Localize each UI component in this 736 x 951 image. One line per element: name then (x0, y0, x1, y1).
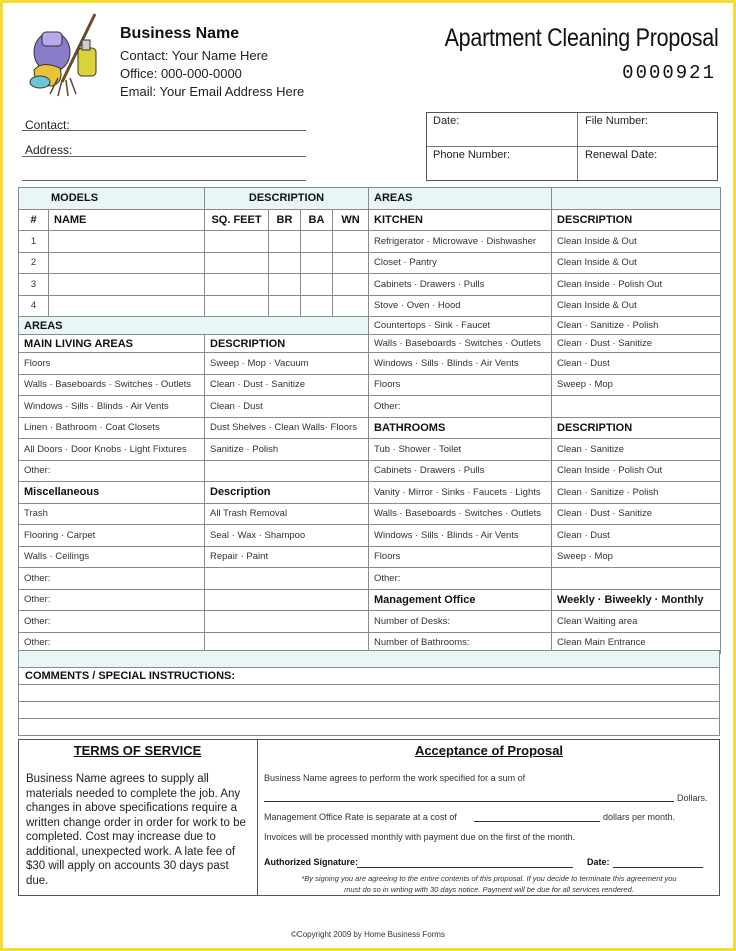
comments-header: COMMENTS / SPECIAL INSTRUCTIONS: (19, 668, 720, 685)
kitchen-desc: Clean Inside & Out (552, 252, 721, 274)
misc-other-desc[interactable] (205, 568, 369, 590)
model-row-num: 4 (19, 295, 49, 317)
col-br: BR (269, 209, 301, 231)
contact-line: Contact: Your Name Here (120, 48, 269, 63)
areas-blank (552, 188, 721, 210)
model-ba-cell[interactable] (301, 231, 333, 253)
model-wn-cell[interactable] (333, 274, 369, 296)
bathroom-area: Windows · Sills · Blinds · Air Vents (369, 525, 552, 547)
acceptance-title: Acceptance of Proposal (414, 743, 564, 758)
office-item[interactable]: Number of Desks: (369, 611, 552, 633)
copyright: ©Copyright 2009 by Home Business Forms (291, 930, 445, 939)
living-desc-header: DESCRIPTION (205, 335, 369, 353)
proposal-number: 0000921 (622, 62, 716, 84)
office-desc: Clean Waiting area (552, 611, 721, 633)
misc-other[interactable]: Other: (19, 632, 205, 654)
date-field[interactable]: Date: (433, 115, 460, 127)
misc-other-desc[interactable] (205, 589, 369, 611)
rate-prefix: Management Office Rate is separate at a cost of (264, 812, 457, 822)
model-row-num: 2 (19, 252, 49, 274)
model-br-cell[interactable] (269, 231, 301, 253)
living-other-desc[interactable] (205, 460, 369, 482)
col-wn: WN (333, 209, 369, 231)
living-area: Walls · Baseboards · Switches · Outlets (19, 374, 205, 396)
model-ba-cell[interactable] (301, 252, 333, 274)
file-number-field[interactable]: File Number: (585, 115, 648, 127)
models-header: MODELS (19, 188, 205, 210)
model-sqft-cell[interactable] (205, 252, 269, 274)
living-area: Windows · Sills · Blinds · Air Vents (19, 396, 205, 418)
bathrooms-header: BATHROOMS (369, 417, 552, 439)
kitchen-desc: Clean · Dust · Sanitize (552, 335, 721, 353)
address-field-line2[interactable] (22, 180, 306, 181)
kitchen-desc: Clean Inside & Out (552, 231, 721, 253)
signature-label: Authorized Signature: (264, 857, 358, 867)
model-wn-cell[interactable] (333, 231, 369, 253)
signature-field[interactable] (357, 867, 573, 868)
model-sqft-cell[interactable] (205, 231, 269, 253)
living-other[interactable]: Other: (19, 460, 205, 482)
misc-other-desc[interactable] (205, 611, 369, 633)
rate-field[interactable] (474, 821, 600, 822)
kitchen-area: Closet · Pantry (369, 252, 552, 274)
comments-line[interactable] (19, 685, 720, 702)
col-name: NAME (49, 209, 205, 231)
address-field[interactable] (22, 156, 306, 157)
comments-line[interactable] (19, 702, 720, 719)
contact-field[interactable] (22, 130, 306, 131)
col-ba: BA (301, 209, 333, 231)
business-name: Business Name (120, 25, 240, 42)
bathroom-area: Walls · Baseboards · Switches · Outlets (369, 503, 552, 525)
services-table (18, 187, 721, 654)
misc-desc: Seal · Wax · Shampoo (205, 525, 369, 547)
bathroom-desc: Clean · Sanitize · Polish (552, 482, 721, 504)
contact-label: Contact: (25, 118, 70, 132)
management-office-header: Management Office (369, 589, 552, 611)
cleaning-supplies-icon (22, 12, 104, 98)
bathroom-other-desc[interactable] (552, 568, 721, 590)
model-sqft-cell[interactable] (205, 274, 269, 296)
model-wn-cell[interactable] (333, 295, 369, 317)
kitchen-desc: Clean Inside & Out (552, 295, 721, 317)
living-desc: Dust Shelves · Clean Walls· Floors (205, 417, 369, 439)
office-item[interactable]: Number of Bathrooms: (369, 632, 552, 654)
living-area: Floors (19, 353, 205, 375)
kitchen-desc: Clean · Dust (552, 353, 721, 375)
living-desc: Clean · Dust (205, 396, 369, 418)
kitchen-desc: Clean Inside · Polish Out (552, 274, 721, 296)
kitchen-area: Cabinets · Drawers · Pulls (369, 274, 552, 296)
comments-table (18, 650, 720, 736)
email-line: Email: Your Email Address Here (120, 84, 305, 99)
misc-area: Flooring · Carpet (19, 525, 205, 547)
living-areas-header: AREAS (19, 317, 369, 335)
kitchen-area: Walls · Baseboards · Switches · Outlets (369, 335, 552, 353)
misc-other[interactable]: Other: (19, 568, 205, 590)
bathrooms-desc-header: DESCRIPTION (552, 417, 721, 439)
kitchen-other[interactable]: Other: (369, 396, 552, 418)
kitchen-area: Countertops · Sink · Faucet (369, 317, 552, 335)
living-area: Linen · Bathroom · Coat Closets (19, 417, 205, 439)
misc-area: Walls · Ceilings (19, 546, 205, 568)
misc-area: Trash (19, 503, 205, 525)
living-desc: Sanitize · Polish (205, 439, 369, 461)
living-desc: Sweep · Mop · Vacuum (205, 353, 369, 375)
col-num: # (19, 209, 49, 231)
bathroom-desc: Sweep · Mop (552, 546, 721, 568)
bathroom-area: Cabinets · Drawers · Pulls (369, 460, 552, 482)
misc-desc: All Trash Removal (205, 503, 369, 525)
model-name-cell[interactable] (49, 274, 205, 296)
misc-other[interactable]: Other: (19, 589, 205, 611)
sum-field[interactable] (264, 801, 674, 802)
living-desc: Clean · Dust · Sanitize (205, 374, 369, 396)
kitchen-area: Stove · Oven · Hood (369, 295, 552, 317)
model-name-cell[interactable] (49, 252, 205, 274)
bathroom-desc: Clean Inside · Polish Out (552, 460, 721, 482)
misc-desc: Repair · Paint (205, 546, 369, 568)
rate-suffix: dollars per month. (603, 812, 676, 822)
bathroom-desc: Clean · Dust · Sanitize (552, 503, 721, 525)
dollars-label: Dollars. (677, 793, 708, 803)
bathroom-desc: Clean · Dust (552, 525, 721, 547)
bathroom-area: Tub · Shower · Toilet (369, 439, 552, 461)
areas-header: AREAS (369, 188, 552, 210)
model-br-cell[interactable] (269, 252, 301, 274)
signature-date-field[interactable] (613, 867, 703, 868)
kitchen-area: Floors (369, 374, 552, 396)
acceptance-sum-text: Business Name agrees to perform the work specified for a sum of (264, 773, 526, 783)
misc-desc-header: Description (205, 482, 369, 504)
living-area: All Doors · Door Knobs · Light Fixtures (19, 439, 205, 461)
kitchen-area: Refrigerator · Microwave · Dishwasher (369, 231, 552, 253)
model-br-cell[interactable] (269, 274, 301, 296)
comments-teal-bar (19, 651, 720, 668)
misc-header: Miscellaneous (19, 482, 205, 504)
office-desc: Clean Main Entrance (552, 632, 721, 654)
terms-body: Business Name agrees to supply all materials needed to complete the job. Any changes in above specifications require a written change order in order for work to be completed. Cost may increase due to additional, unexpected work. A late fee of $30 will apply on accounts 30 days past due. (26, 773, 246, 887)
kitchen-desc: Clean · Sanitize · Polish (552, 317, 721, 335)
description-header: DESCRIPTION (205, 188, 369, 210)
model-row-num: 1 (19, 231, 49, 253)
comments-line[interactable] (19, 719, 720, 736)
address-label: Address: (25, 143, 73, 157)
renewal-date-field[interactable]: Renewal Date: (585, 149, 658, 161)
model-ba-cell[interactable] (301, 274, 333, 296)
kitchen-desc-header: DESCRIPTION (552, 209, 721, 231)
phone-number-field[interactable]: Phone Number: (433, 149, 511, 161)
model-name-cell[interactable] (49, 231, 205, 253)
kitchen-other-desc[interactable] (552, 396, 721, 418)
office-line: Office: 000-000-0000 (120, 66, 242, 81)
col-sqft: SQ. FEET (205, 209, 269, 231)
model-wn-cell[interactable] (333, 252, 369, 274)
bathroom-desc: Clean · Sanitize (552, 439, 721, 461)
misc-other[interactable]: Other: (19, 611, 205, 633)
signature-date-label: Date: (587, 857, 610, 867)
frequency-header: Weekly · Biweekly · Monthly (552, 589, 721, 611)
bathroom-area: Vanity · Mirror · Sinks · Faucets · Lights (369, 482, 552, 504)
model-row-num: 3 (19, 274, 49, 296)
info-box (426, 112, 718, 181)
kitchen-desc: Sweep · Mop (552, 374, 721, 396)
bathroom-area: Floors (369, 546, 552, 568)
terms-title: TERMS OF SERVICE (73, 743, 202, 758)
kitchen-area: Windows · Sills · Blinds · Air Vents (369, 353, 552, 375)
signature-fineprint: *By signing you are agreeing to the entire contents of this proposal. If you decide to terminate this agreement you must do so in writing with 30 days notice. Payment will be due for all services rendered. (301, 874, 677, 894)
kitchen-header: KITCHEN (369, 209, 552, 231)
model-br-cell[interactable] (269, 295, 301, 317)
model-name-cell[interactable] (49, 295, 205, 317)
main-living-header: MAIN LIVING AREAS (19, 335, 205, 353)
model-ba-cell[interactable] (301, 295, 333, 317)
invoices-text: Invoices will be processed monthly with payment due on the first of the month. (264, 832, 576, 842)
model-sqft-cell[interactable] (205, 295, 269, 317)
document-title: Apartment Cleaning Proposal (444, 24, 718, 52)
bathroom-other[interactable]: Other: (369, 568, 552, 590)
